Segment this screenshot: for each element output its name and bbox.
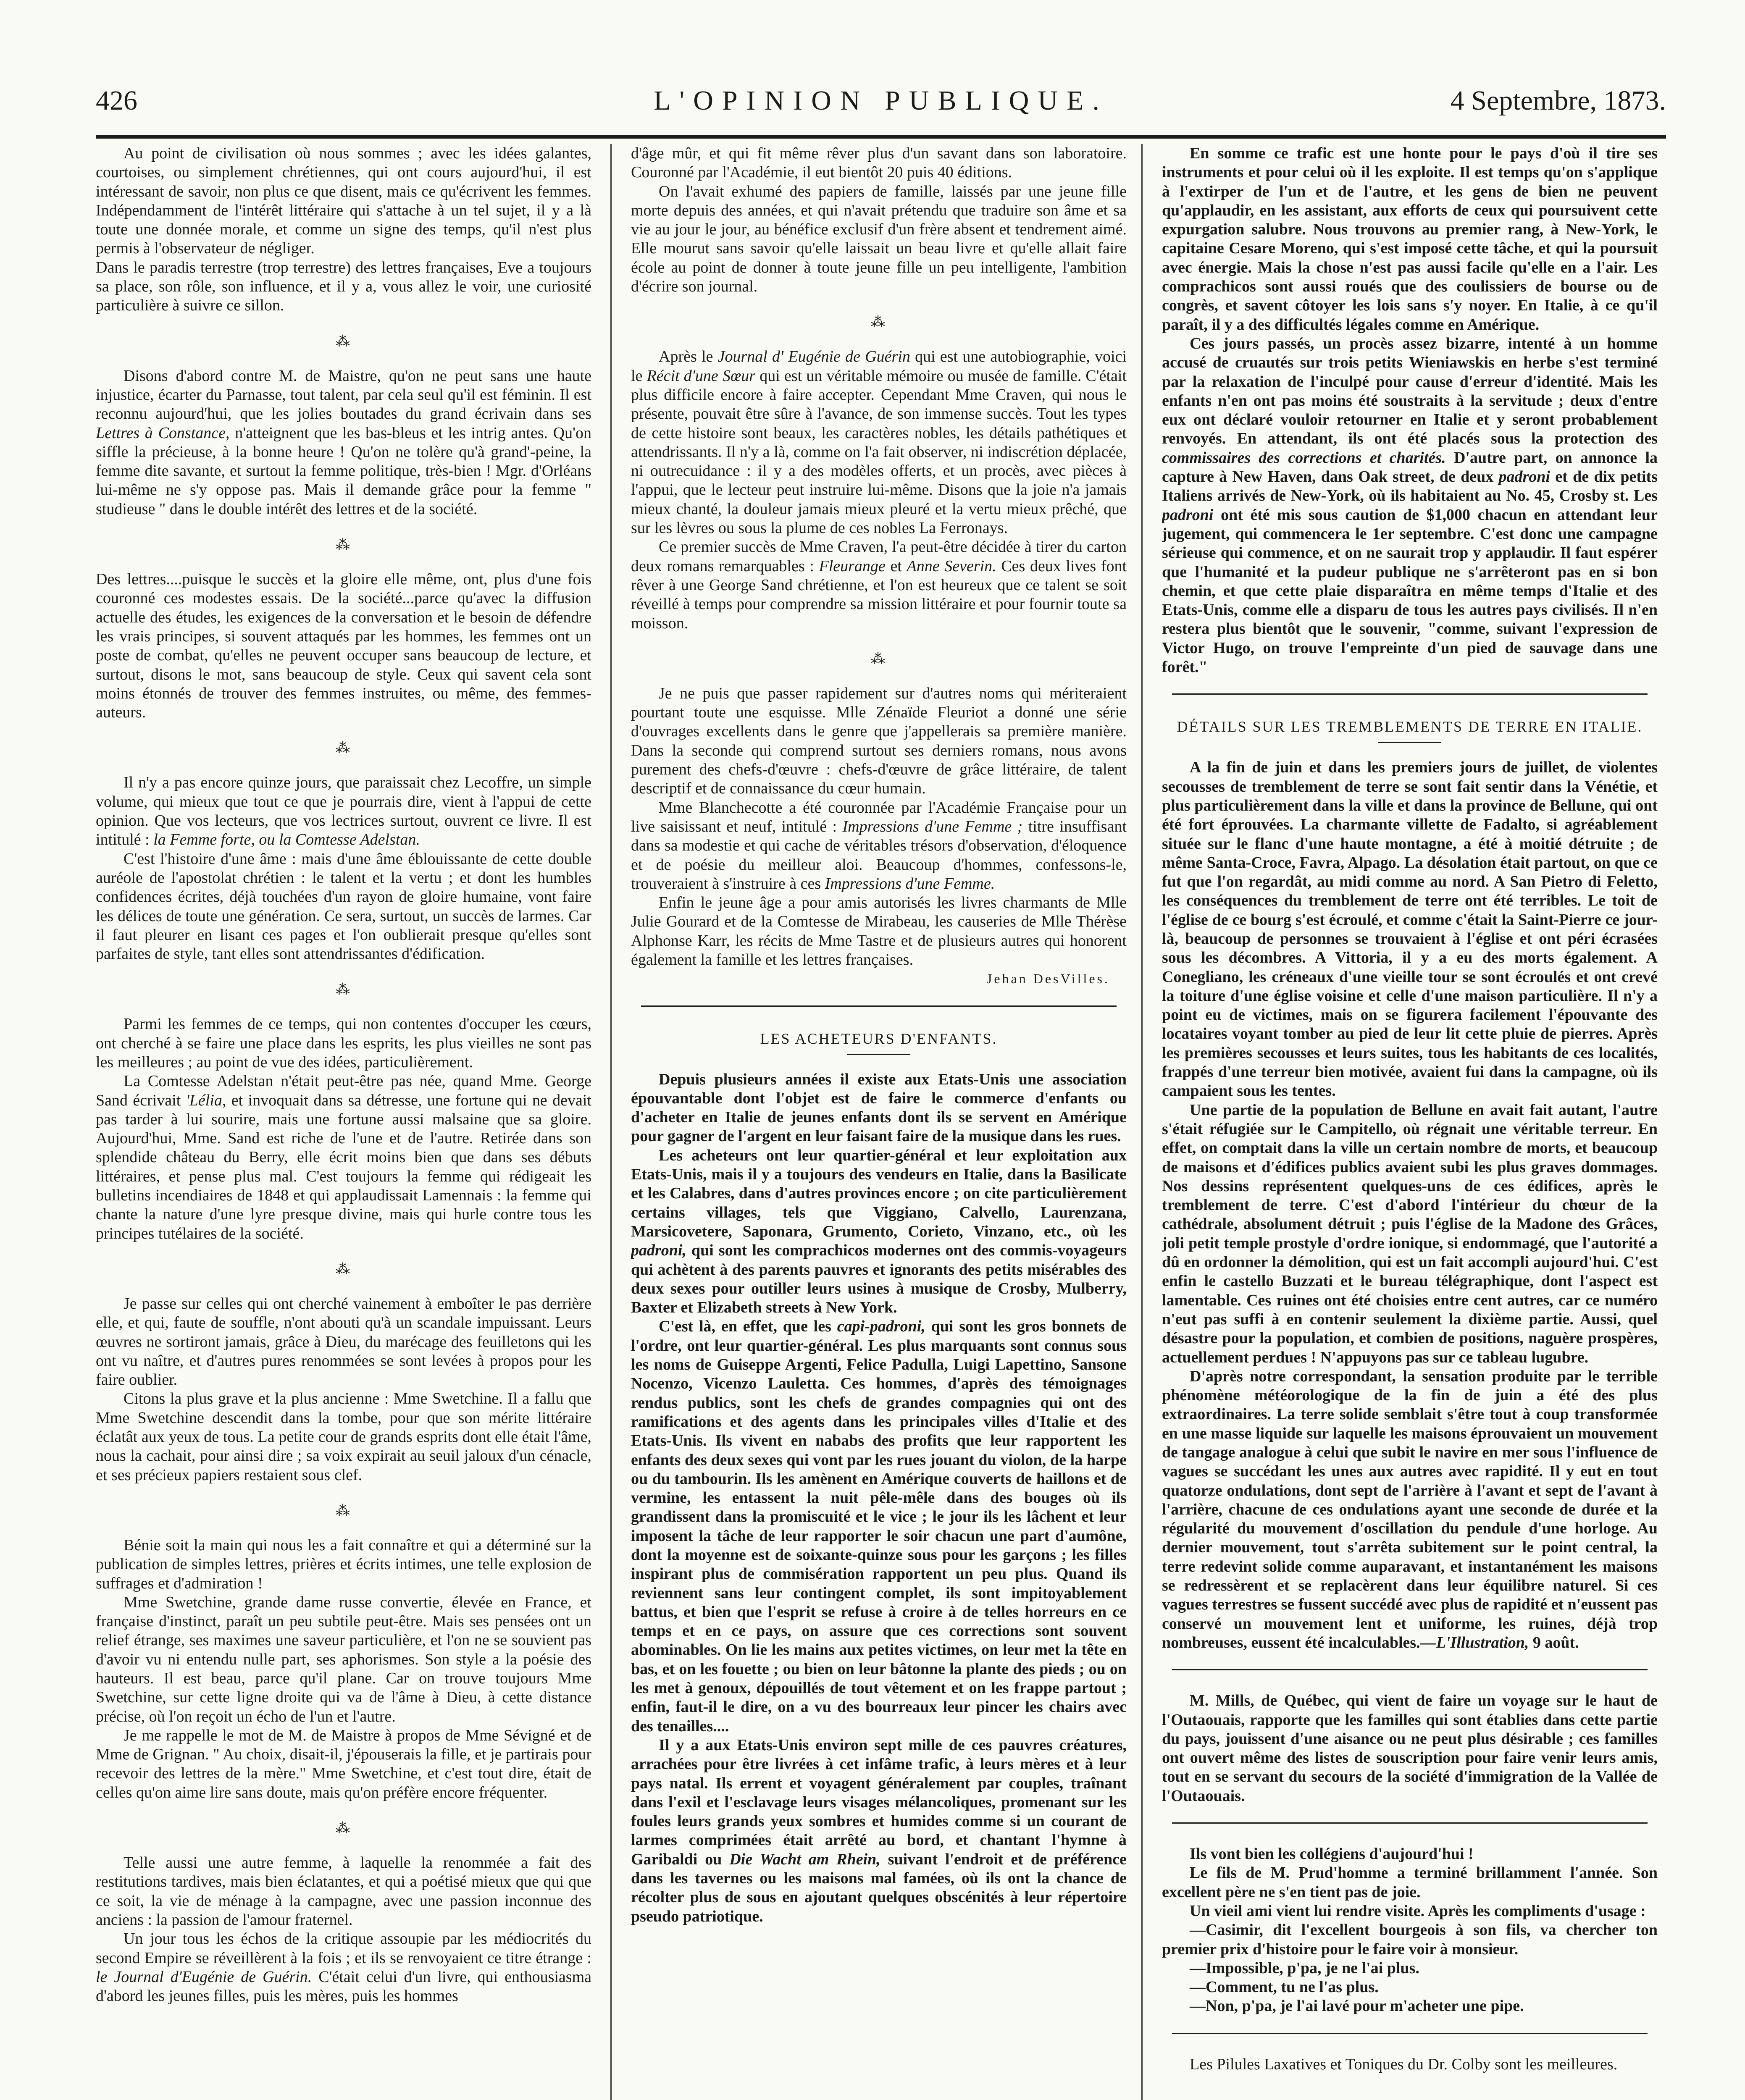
issue-date: 4 Septembre, 1873. — [1450, 85, 1666, 116]
paragraph: Je ne puis que passer rapidement sur d'autres noms qui mériteraient pourtant toute une esquisse. Mlle Zénaïde Fleuriot a donné une série d'ouvrages excellents dans le genre que j'appellerais sa première manière. Dans la seconde qui comprend surtout ses derniers romans, nous avons purement des chefs-d'œuvre : chefs-d'œuvre de grâce littéraire, de talent descriptif et de connaissance du cœur humain. — [631, 684, 1127, 798]
paragraph: A la fin de juin et dans les premiers jours de juillet, de violentes secousses de tremblement de terre se sont fait sentir dans la Vénétie, et plus particulièrement dans la ville et dans la province de Bellune, qui ont été fort éprouvées. La charmante villette de Fadalto, si agréablement située sur le flanc d'une haute montagne, a été à moitié détruite ; de même Santa-Croce, Favra, Alpago. La désolation était partout, on que ce fut que l'on regardât, au midi comme au nord. A San Pietro di Feletto, les conséquences du tremblement de terre ont été terribles. Le toit de l'église de ce bourg s'est écroulé, et comme c'était la Saint-Pierre ce jour-là, beaucoup de personnes se trouvaient à l'église et ont péri écrasées sous les décombres. A Vittoria, il y a eu des morts également. A Conegliano, les créneaux d'une vieille tour se sont écroulés et ont crevé la toiture d'une église voisine et celle d'une maison particulière. Il n'y a point eu de victimes, mais on se figurera facilement l'épouvante des locataires voyant tomber au pied de leur lit cette pluie de pierres. Après les premières secousses et leurs suites, tous les habitants de ces localités, frappés d'une terreur bien motivée, avaient fui dans la campagne, où ils campaient sous les tentes. — [1162, 759, 1658, 1100]
page-header — [96, 80, 1666, 134]
paragraph: Depuis plusieurs années il existe aux Etats-Unis une association épouvantable dont l'objet est de faire le commerce d'enfants ou d'acheter en Italie de jeunes enfants dont ils se servent en Amérique pour gagner de l'argent en leur faisant faire de la musique dans les rues. — [631, 1070, 1127, 1145]
paragraph: Les acheteurs ont leur quartier-général et leur exploitation aux Etats-Unis, mais il y a toujours des vendeurs en Italie, dans la Basilicate et les Calabres, dans d'autres provinces encore ; on cite particulièrement certains villages, tels que Viggiano, Calvello, Laurenzana, Marsicovetere, Saponara, Grumento, Corieto, Vinzano, etc., où les padroni, qui sont les comprachicos modernes ont des commis-voyageurs qui achètent à des parents pauvres et ignorants des petits misérables des deux sexes pour outiller leurs usines à musique de Crosby, Mulberry, Baxter et Elizabeth streets à New York. — [631, 1146, 1127, 1317]
article-divider — [1172, 2033, 1648, 2034]
article-title: LES ACHETEURS D'ENFANTS. — [760, 1030, 998, 1047]
advertisement-line: Les Pilules Laxatives et Toniques du Dr. Colby sont les meilleures. — [1190, 2055, 1618, 2073]
paragraph: —Casimir, dit l'excellent bourgeois à son fils, va chercher ton premier prix d'histoire pour le faire voir à monsieur. — [1162, 1921, 1658, 1958]
header-rule — [96, 135, 1666, 139]
article-divider — [1172, 1669, 1648, 1670]
paragraph: On l'avait exhumé des papiers de famille, laissés par une jeune fille morte depuis des années, et qui n'avait prétendu que traduire son âme et sa vie au jour le jour, au bénéfice exclusif d'un frère absent et tendrement aimé. Elle mourut sans savoir qu'elle laissait un beau livre et qu'elle allait faire école au point de donner à toute jeune fille un peu intelligente, l'ambition d'écrire son journal. — [631, 182, 1127, 296]
paragraph: Enfin le jeune âge a pour amis autorisés les livres charmants de Mlle Julie Gourard et de la Comtesse de Mirabeau, les causeries de Mlle Thérèse Alphonse Karr, les récits de Mme Tastre et de plusieurs autres qui honorent également la famille et les lettres françaises. — [631, 894, 1127, 969]
paragraph: Un vieil ami vient lui rendre visite. Après les compliments d'usage : — [1190, 1902, 1646, 1920]
paragraph: Je me rappelle le mot de M. de Maistre à propos de Mme Sévigné et de Mme de Grignan. " Au choix, disait-il, j'épouserais la fille, et je partirais pour recevoir des lettres de la mère." Mme Swetchine, et c'est tout dire, était de celles qu'on aime lire sans doute, mais qu'on préfère encore fréquenter. — [96, 1726, 591, 1801]
paragraph: Disons d'abord contre M. de Maistre, qu'on ne peut sans une haute injustice, écarter du Parnasse, tout talent, par cela seul qu'il est féminin. Il est reconnu aujourd'hui, que les jolies boutades du grand écrivain dans ses Lettres à Constance, n'atteignent que les bas-bleus et les intrig antes. Qu'on siffle la précieuse, à la bonne heure ! Qu'on ne tolère qu'à grand'-peine, la femme dite savante, et surtout la femme politique, très-bien ! Mgr. d'Orléans lui-même ne s'y oppose pas. Mais il demande grâce pour la femme " studieuse " dans le double intérêt des lettres et de la société. — [96, 367, 591, 518]
paragraph: Après le Journal d' Eugénie de Guérin qui est une autobiographie, voici le Récit d'une Sœur qui est un véritable mémoire ou musée de famille. C'était plus difficile encore à faire accepter. Cependant Mme Craven, qui nous le présente, pouvait être sûre à l'avance, de son immense succès. Tout les types de cette histoire sont beaux, les caractères nobles, les détails pathétiques et attendrissants. Il n'y a là, comme on l'a fait observer, ni indiscrétion déplacée, ni outrecuidance : il y a des modèles offerts, et un procès, avec pièces à l'appui, que le lecteur peut instruire lui-même. Disons que la joie n'a jamais mieux chanté, la douleur jamais mieux pleuré et la vertu mieux prêché, que sur les lèvres ou sous la plume de ces nobles La Ferronays. — [631, 348, 1127, 537]
paragraph: Ils vont bien les collégiens d'aujourd'hui ! — [1190, 1845, 1474, 1863]
column-3 — [1162, 144, 1658, 2100]
paragraph: Mme Swetchine, grande dame russe convertie, élevée en France, et française d'instinct, paraît un peu subtile peut-être. Mais ses pensées ont un relief étrange, ses maximes une saveur particulière, et l'on ne se souvient pas d'avoir vu ni entendu nulle part, ses aphorismes. Son style a la poésie des hauteurs. Il est beau, parce qu'il plane. Car on trouve toujours Mme Swetchine, sur cette ligne droite qui va de l'âme à Dieu, à cette distance précise, où l'on reçoit un écho de l'un et l'autre. — [96, 1593, 591, 1725]
paragraph: Dans le paradis terrestre (trop terrestre) des lettres françaises, Eve a toujours sa place, son rôle, son influence, et il y a, vous allez le voir, une curiosité particulière à suivre ce sillon. — [96, 258, 591, 315]
paragraph: —Non, p'pa, je l'ai lavé pour m'acheter une pipe. — [1190, 1997, 1524, 2015]
section-separator: ⁂ — [336, 740, 352, 756]
paragraph: Parmi les femmes de ce temps, qui non contentes d'occuper les cœurs, ont cherché à se faire une place dans les esprits, les plus vieilles ne sont pas les meilleures ; au point de vue des idées, particulièrement. — [96, 1015, 591, 1071]
section-separator: ⁂ — [336, 982, 352, 998]
paragraph: La Comtesse Adelstan n'était peut-être pas née, quand Mme. George Sand écrivait 'Lélia, et invoquait dans sa détresse, une fortune qui ne devait pas tarder à lui sourire, mais une fortune aussi malsaine que sa gloire. Aujourd'hui, Mme. Sand est riche de l'une et de l'autre. Retirée dans son splendide château du Berry, elle écrit moins bien que dans ses débuts littéraires, et pense plus mal. C'est toujours la femme qui rédigeait les bulletins incendiaires de 1848 et qui applaudissait Lamennais : la femme qui chante la nature d'une lyre presque divine, mais qui hurle contre tous les principes tutélaires de la société. — [96, 1072, 591, 1242]
section-separator: ⁂ — [871, 315, 887, 331]
paragraph: Un jour tous les échos de la critique assoupie par les médiocrités du second Empire se réveillèrent à la fois ; et ils se renvoyaient ce titre étrange : le Journal d'Eugénie de Guérin. C'était celui d'un livre, qui enthousiasma d'abord les jeunes filles, puis les mères, puis les hommes — [96, 1930, 591, 2005]
paragraph: Des lettres....puisque le succès et la gloire elle même, ont, plus d'une fois couronné ces modestes essais. De la société...parce qu'avec la diffusion actuelle des études, les exigences de la conversation et le besoin de défendre les vrais principes, si souvent attaqués par les hommes, les femmes ont un poste de combat, qu'elles ne peuvent occuper sans beaucoup de lecture, et surtout, disons le mot, sans beaucoup de style. Ceux qui savent cela sont moins étonnés de trouver des femmes instruites, ou même, des femmes-auteurs. — [96, 570, 591, 722]
paragraph: Bénie soit la main qui nous les a fait connaître et qui a déterminé sur la publication de simples lettres, prières et écrits intimes, une telle explosion de suffrages et d'admiration ! — [96, 1536, 591, 1592]
column-divider — [610, 144, 612, 2100]
paragraph: d'âge mûr, et qui fit même rêver plus d'un savant dans son laboratoire. Couronné par l'Académie, il eut bientôt 20 puis 40 éditions. — [631, 144, 1127, 181]
section-separator: ⁂ — [336, 1503, 352, 1519]
article-divider — [1172, 693, 1648, 695]
paragraph: D'après notre correspondant, la sensation produite par le terrible phénomène météorologique de la fin de juin a été des plus extraordinaires. La terre solide semblait s'être tout à coup transformée en une masse liquide sur laquelle les maisons éprouvaient un mouvement de tangage analogue à celui que subit le navire en mer sous l'influence de vagues se succédant les unes aux autres avec rapidité. Il y eut en tout quatorze ondulations, dont sept de l'arrière à l'avant et sept de l'avant à l'arrière, chacune de ces ondulations ayant une seconde de durée et la régularité du mouvement d'oscillation du pendule d'une horloge. Au dernier mouvement, tout s'arrêta subitement sur le point central, la terre redevint solide comme auparavant, et instantanément les maisons se redressèrent et se replacèrent dans leur équilibre naturel. Si ces vagues terrestres se fussent succédé avec plus de rapidité et n'eussent pas conservé un mouvement lent et uniforme, les ruines, déjà trop nombreuses, eussent été incalculables.—L'Illustration, 9 août. — [1162, 1367, 1658, 1651]
column-2 — [631, 144, 1127, 2100]
column-divider — [1141, 144, 1143, 2100]
paragraph: Mme Blanchecotte a été couronnée par l'Académie Française pour un live saisissant et neuf, intitulé : Impressions d'une Femme ; titre insuffisant dans sa modestie et qui cache de véritables trésors d'observation, d'éloquence et de poésie du meilleur aloi. Beaucoup d'hommes, confessons-le, trouveraient à s'instruire à ces Impressions d'une Femme. — [631, 798, 1127, 892]
paragraph: En somme ce trafic est une honte pour le pays d'où il tire ses instruments et pour celui où il les exploite. Il est temps qu'on s'applique à l'extirper de l'un et de l'autre, et les gens de bien ne peuvent qu'applaudir, en les assistant, aux efforts de ceux qui poursuivent cette expurgation salubre. Nous trouvons au premier rang, à New-York, le capitaine Cesare Moreno, qui s'est imposé cette tâche, et qui la poursuit avec énergie. Mais la chose n'est pas aussi facile qu'elle en a l'air. Les comprachicos sont aussi roués que des coulissiers de bourse ou de congrès, et savent côtoyer les lois sans s'y noyer. En Italie, à ce qu'il paraît, il y a des difficultés légales comme en Amérique. — [1162, 144, 1658, 333]
paragraph: Il n'y a pas encore quinze jours, que paraissait chez Lecoffre, un simple volume, qui mieux que tout ce que je pourrais dire, vient à l'appui de cette opinion. Que vos lecteurs, que vos lectrices surtout, ouvrent ce livre. Il est intitulé : la Femme forte, ou la Comtesse Adelstan. — [96, 774, 591, 849]
column-1 — [96, 144, 591, 2100]
article-title: DÉTAILS SUR LES TREMBLEMENTS DE TERRE EN ITALIE. — [1177, 718, 1643, 735]
section-separator: ⁂ — [871, 651, 887, 667]
paragraph: Au point de civilisation où nous sommes ; avec les idées galantes, courtoises, ou simplement chrétiennes, qui ont cours aujourd'hui, il est intéressant de savoir, non plus ce que disent, mais ce qu'écrivent les femmes. Indépendamment de l'intérêt littéraire qui s'attache à un tel sujet, il y a là toute une donnée morale, et comme un signe des temps, qu'il n'est plus permis à l'observateur de négliger. — [96, 144, 591, 257]
author-signature: Jehan DesVilles. — [986, 971, 1110, 987]
title-rule — [847, 1054, 910, 1055]
title-rule — [1378, 742, 1441, 743]
section-separator: ⁂ — [336, 537, 352, 553]
section-separator: ⁂ — [336, 1261, 352, 1277]
section-separator: ⁂ — [336, 1821, 352, 1837]
paragraph: Telle aussi une autre femme, à laquelle la renommée a fait des restitutions tardives, mais bien éclatantes, et qui a poétisé mieux que qui que ce soit, la vie de ménage à la campagne, avec une passion inconnue des anciens : la passion de l'amour fraternel. — [96, 1854, 591, 1929]
paragraph: Ce premier succès de Mme Craven, l'a peut-être décidée à tirer du carton deux romans remarquables : Fleurange et Anne Severin. Ces deux lives font rêver à une George Sand chrétienne, et l'on est heureux que ce talent se soit réveillé à temps pour comprendre sa mission littéraire et pour fournir toute sa moisson. — [631, 538, 1127, 632]
paragraph: Je passe sur celles qui ont cherché vainement à emboîter le pas derrière elle, et qui, faute de souffle, n'ont abouti qu'à un scandale impuissant. Leurs œuvres ne sortiront jamais, grâce à Dieu, du marécage des feuilletons qui les ont vu naître, et d'autres pures renommées se sont levées à propos pour les faire oublier. — [96, 1294, 591, 1389]
article-divider — [641, 1005, 1117, 1007]
paragraph: C'est là, en effet, que les capi-padroni, qui sont les gros bonnets de l'ordre, ont leur quartier-général. Les plus marquants sont connus sous les noms de Guiseppe Argenti, Felice Padulla, Luigi Lapettino, Sansone Nocenzo, Vicenzo Lauletta. Ces hommes, d'après des témoignages rendus publics, sont les chefs de grandes compagnies qui ont des ramifications et des agents dans les principales villes d'Italie et des Etats-Unis. Ils vivent en nababs des profits que leur rapportent les enfants des deux sexes qui vont par les rues jouant du violon, de la harpe ou du tambourin. Ils les amènent en Amérique couverts de haillons et de vermine, les entassent la nuit pêle-mêle dans des bouges où ils grandissent dans la promiscuité et le vice ; le jour ils les lâchent et leur imposent la tâche de leur rapporter le soir chacun une part d'aumône, dont la moyenne est de soixante-quinze sous pour les garçons ; les filles inspirant plus de commisération rapportent un peu plus. Quand ils reviennent sans leur contingent complet, ils sont impitoyablement battus, et bien que l'esprit se refuse à croire à de telles horreurs en ce temps et en ce pays, on assure que ces corrections sont souvent abominables. On lie les mains aux petites victimes, on leur met la tête en bas, et on les fouette ; ou bien on leur bâtonne la plante des pieds ; ou on les met à genoux, dépouillés de tout vêtement et on les frappe partout ; enfin, faut-il le dire, on a vu des bourreaux leur pincer les chairs avec des tenailles.... — [631, 1318, 1127, 1735]
masthead-title: L'OPINION PUBLIQUE. — [654, 85, 1108, 116]
paragraph: C'est l'histoire d'une âme : mais d'une âme éblouissante de cette double auréole de l'apostolat chrétien : le talent et la vertu ; et dont les humbles confidences écrites, déjà touchées d'un rayon de gloire humaine, vont faire les délices de toute une génération. Ce sera, surtout, un succès de larmes. Car il faut pleurer en lisant ces pages et l'on oublierait presque qu'elles sont parfaites de style, tant elles sont attendrissantes d'édification. — [96, 850, 591, 963]
paragraph: M. Mills, de Québec, qui vient de faire un voyage sur le haut de l'Outaouais, rapporte que les familles qui sont établies dans cette partie du pays, jouissent d'une aisance ou ne peut plus désirable ; ces familles ont ouvert même des listes de souscription pour faire venir leurs amis, tout en se servant du secours de la société d'immigration de la Vallée de l'Outaouais. — [1162, 1692, 1658, 1805]
paragraph: Il y a aux Etats-Unis environ sept mille de ces pauvres créatures, arrachées pour être livrées à cet infâme trafic, à leurs mères et à leur pays natal. Ils errent et voyagent généralement par couples, traînant dans l'exil et l'esclavage leurs visages mélancoliques, promenant sur les foules leurs grands yeux sombres et humides comme si un courant de larmes comprimées était arrêté au bord, et chantant l'hymne à Garibaldi ou Die Wacht am Rhein, suivant l'endroit et de préférence dans les tavernes ou les maisons mal famées, où ils ont la chance de récolter plus de sous en ajoutant quelques obscénités à leur répertoire pseudo patriotique. — [631, 1736, 1127, 1925]
paragraph: Une partie de la population de Bellune en avait fait autant, l'autre s'était réfugiée sur le Campitello, où régnait une véritable terreur. En effet, on comptait dans la ville un certain nombre de morts, et beaucoup de maisons et d'édifices publics avaient subi les plus graves dommages. Nos dessins représentent quelques-uns de ces édifices, après le tremblement de terre. C'est d'abord l'intérieur du chœur de la cathédrale, absolument détruit ; puis l'église de la Madone des Grâces, joli petit temple prostyle d'ordre ionique, si endommagé, que l'autorité a dû en ordonner la démolition, qui est un fait accompli aujourd'hui. C'est enfin le castello Buzzati et le bureau télégraphique, dont l'aspect est lamentable. Ces ruines ont été choisies entre cent autres, car ce numéro n'eut pas suffi à en contenir seulement la dixième partie. Aussi, quel désastre pour la population, et combien de positions, naguère prospères, actuellement perdues ! N'appuyons pas sur ce tableau lugubre. — [1162, 1101, 1658, 1366]
paragraph: Le fils de M. Prud'homme a terminé brillamment l'année. Son excellent père ne s'en tient pas de joie. — [1162, 1864, 1658, 1901]
section-separator: ⁂ — [336, 333, 352, 349]
paragraph: —Comment, tu ne l'as plus. — [1190, 1978, 1379, 1996]
paragraph: —Impossible, p'pa, je ne l'ai plus. — [1190, 1959, 1419, 1977]
paragraph: Citons la plus grave et la plus ancienne : Mme Swetchine. Il a fallu que Mme Swetchine descendit dans la tombe, pour que son mérite littéraire éclatât aux yeux de tous. La petite cour de grands esprits dont elle était l'âme, nous la cachait, pour ainsi dire ; sa voix expirait au seuil jaloux d'un cénacle, et ses précieux papiers restaient sous clef. — [96, 1390, 591, 1484]
article-divider — [1172, 1822, 1648, 1824]
paragraph: Ces jours passés, un procès assez bizarre, intenté à un homme accusé de cruautés sur trois petits Wieniawskis en herbe s'est terminé par la relaxation de l'inculpé pour cause d'erreur d'identité. Mais les enfants n'en ont pas moins été soustraits à la servitude ; deux d'entre eux ont déclaré vouloir retourner en Italie et y seront probablement renvoyés. En attendant, ils ont été placés sous la protection des commissaires des corrections et charités. D'autre part, on annonce la capture à New Haven, dans Oak street, de deux padroni et de dix petits Italiens arrivés de New-York, où ils habitaient au No. 45, Crosby st. Les padroni ont été mis sous caution de $1,000 chacun en attendant leur jugement, qui commencera le 1er septembre. C'est donc une campagne sérieuse qui commence, et on ne saurait trop y applaudir. Il faut espérer que l'humanité et la pudeur publique ne s'arrêteront pas en si bon chemin, et que cette plaie disparaîtra en même temps d'Italie et des Etats-Unis, comme elle a disparu de tous les autres pays civilisés. Il n'en restera plus bientôt que le souvenir, "comme, suivant l'expression de Victor Hugo, on trouve l'empreinte d'un pied de sauvage dans une forêt." — [1162, 334, 1658, 676]
page-number: 426 — [96, 85, 137, 116]
